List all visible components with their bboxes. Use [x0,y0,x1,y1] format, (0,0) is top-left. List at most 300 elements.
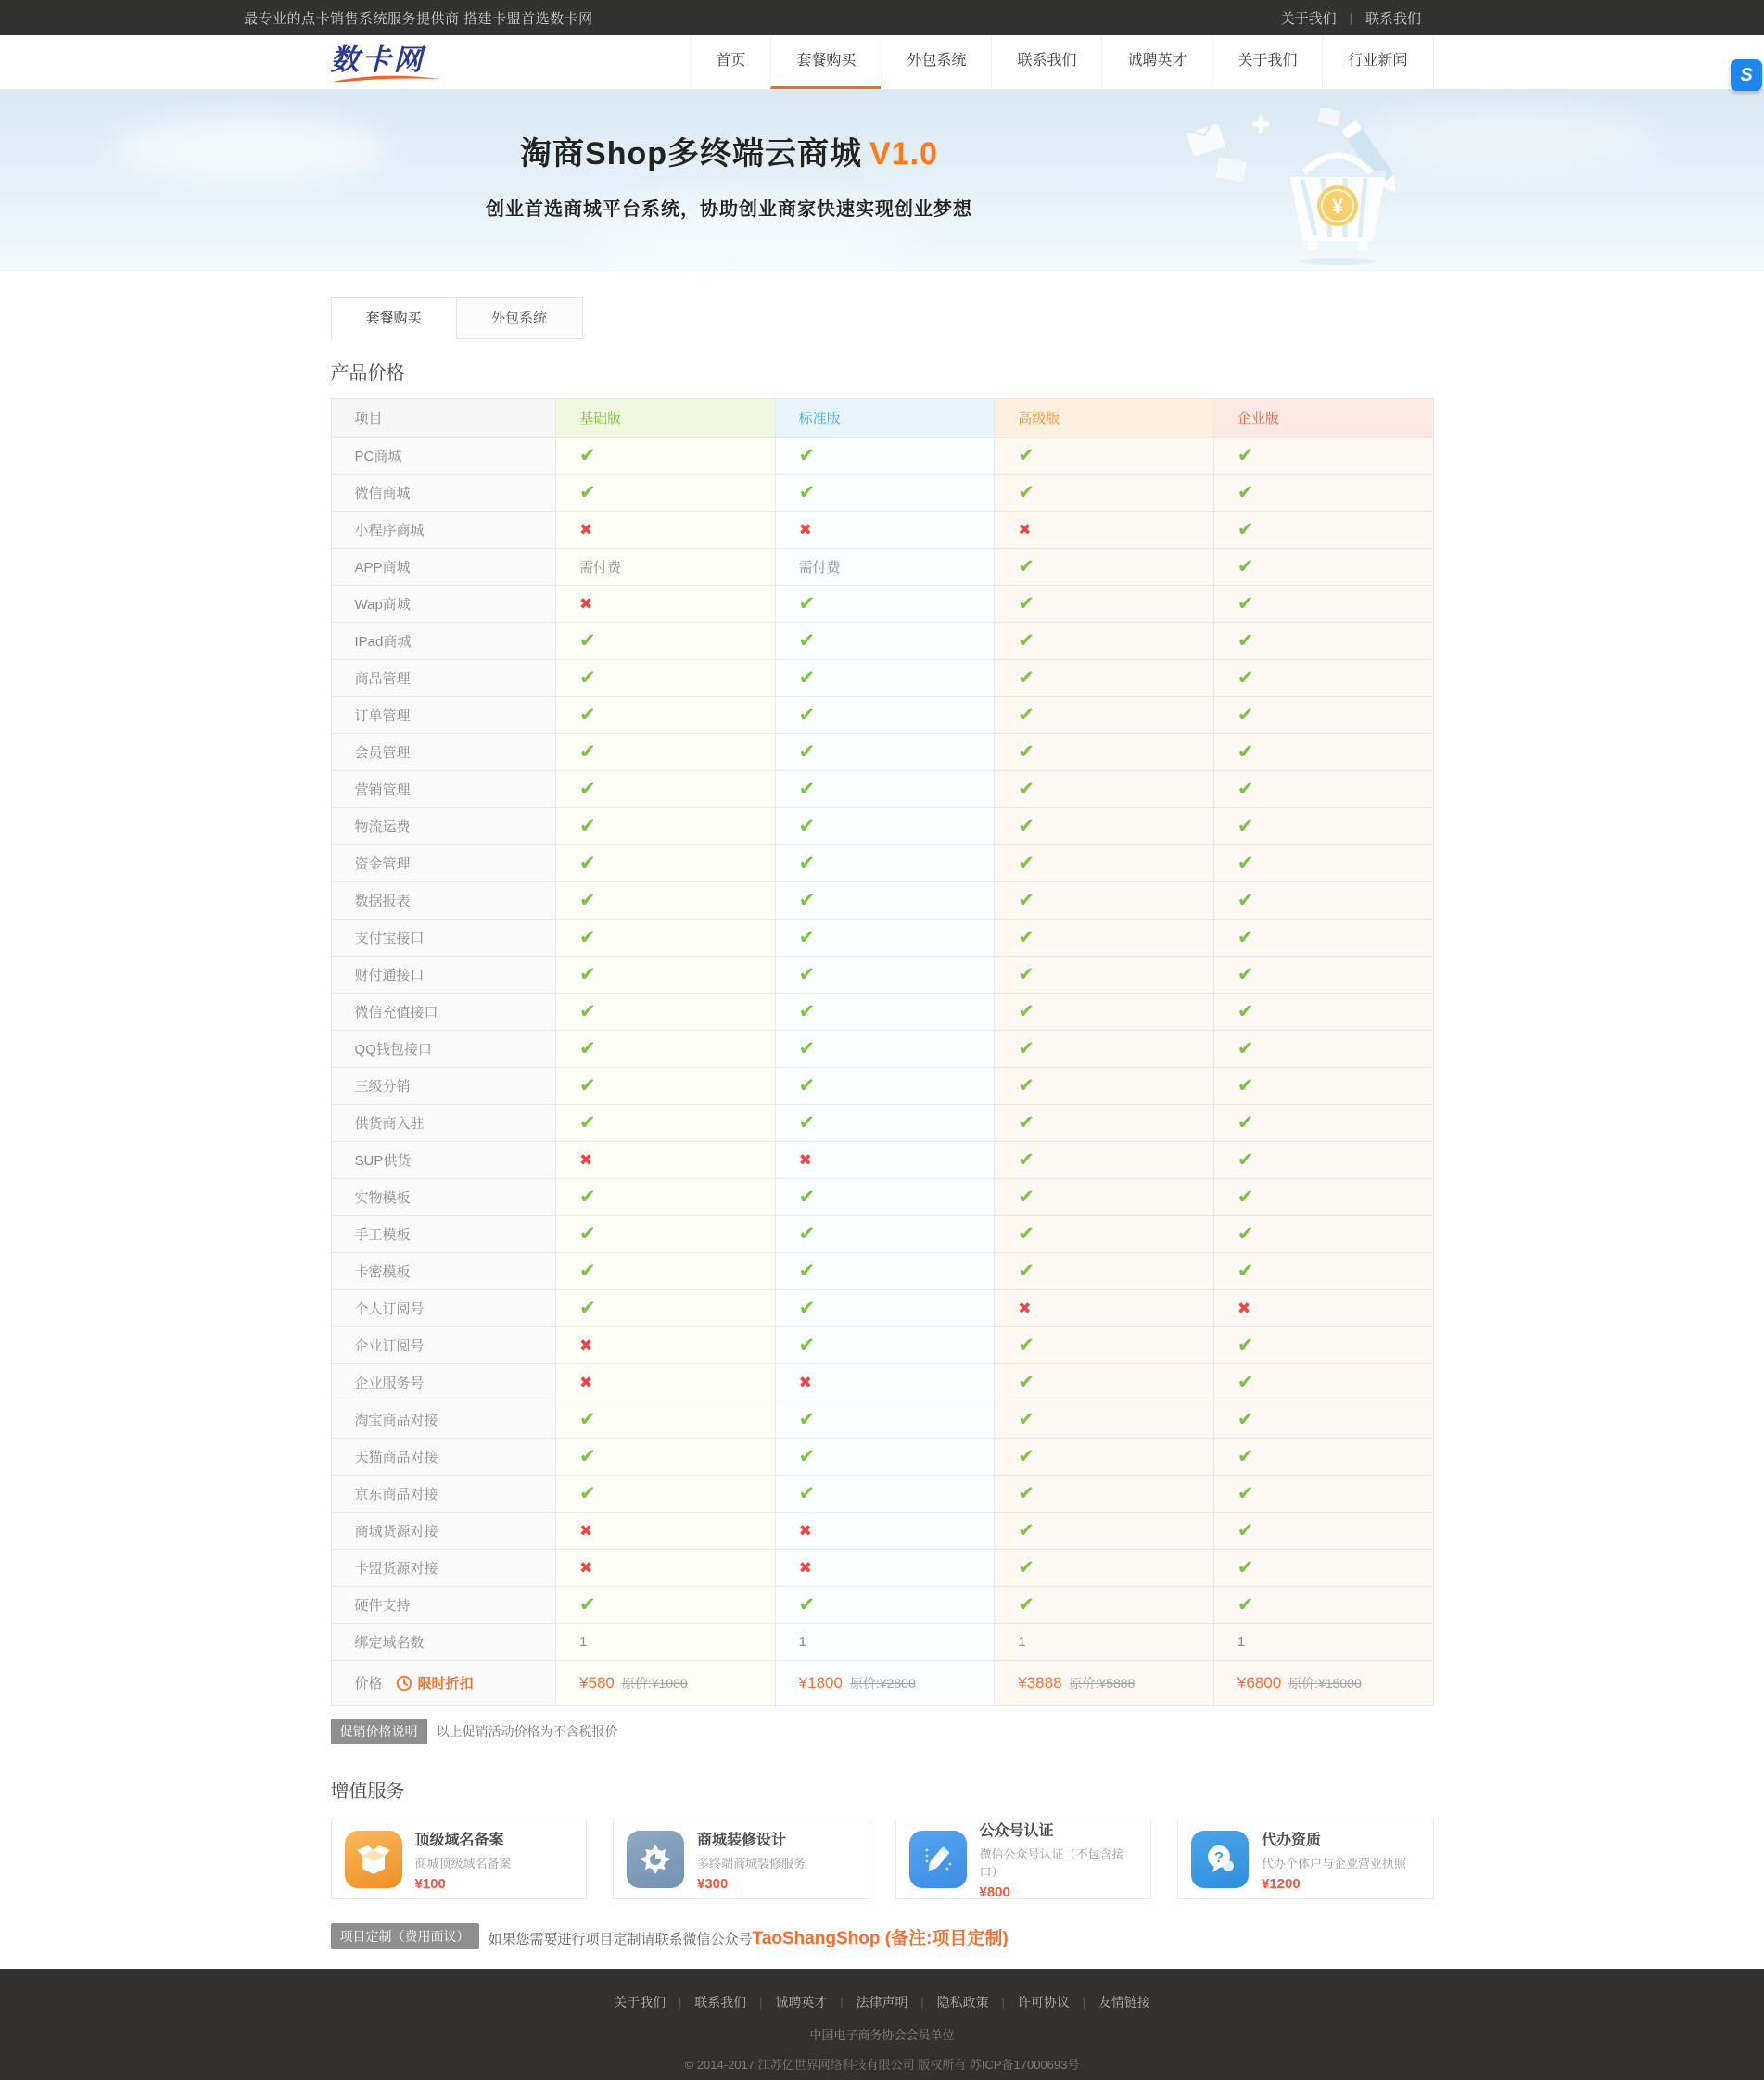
feature-cell [1213,1290,1433,1327]
row-label: APP商城 [331,549,556,586]
price-row [331,1661,1433,1706]
check-icon: ✔ [579,704,596,726]
service-card[interactable] [331,1820,588,1899]
check-icon: ✔ [1018,1001,1034,1022]
table-row [331,1476,1433,1513]
row-label: 小程序商城 [331,512,556,549]
feature-cell [995,623,1214,660]
feature-cell [1213,512,1433,549]
clock-icon [396,1675,412,1692]
footer-link[interactable]: 关于我们 [614,1995,666,2010]
check-icon: ✔ [1237,1261,1254,1282]
check-icon: ✔ [1018,1186,1034,1208]
footer-link[interactable]: 联系我们 [694,1995,747,2010]
feature-cell [775,1550,995,1587]
feature-cell [775,1327,995,1364]
feature-cell [995,697,1214,734]
service-card-price: ¥1200 [1262,1875,1301,1892]
check-icon: ✔ [1018,927,1034,948]
feature-cell [775,882,995,920]
row-label: 个人订阅号 [331,1290,556,1327]
row-label: 企业订阅号 [331,1327,556,1364]
feature-cell [556,808,776,845]
feature-cell: 1 [556,1624,776,1661]
feature-cell [1213,1513,1433,1550]
check-icon: ✔ [798,964,816,985]
feature-cell [556,1031,776,1068]
feature-cell: 1 [775,1624,995,1661]
feature-cell [995,920,1214,957]
pricing-table [331,398,1434,1706]
check-icon: ✔ [1018,742,1034,763]
check-icon: ✔ [579,1075,596,1097]
check-icon: ✔ [798,1112,816,1134]
promo-note [331,1719,1434,1744]
main-content [331,297,1434,1949]
table-row [331,1624,1433,1661]
original-price: 原价:¥5888 [1069,1675,1136,1691]
separator: | [759,1996,763,2009]
feature-cell [1213,882,1433,920]
feature-cell [775,697,995,734]
pricing-section-title: 产品价格 [330,363,405,384]
feature-cell [995,1142,1214,1179]
cross-icon: ✖ [579,1558,593,1577]
feature-cell [775,957,995,994]
feature-cell [1213,1550,1433,1587]
feature-cell [556,1105,776,1142]
table-row [331,549,1433,586]
table-row [331,1216,1433,1253]
service-card-title: 商城装修设计 [697,1832,787,1848]
check-icon: ✔ [798,1298,816,1319]
price-cell [556,1661,776,1706]
price-cell [775,1661,995,1706]
check-icon: ✔ [579,927,596,948]
row-label: 天猫商品对接 [331,1439,556,1476]
column-header-item: 项目 [331,399,556,438]
feature-cell [556,957,776,994]
table-row [331,1327,1433,1364]
nav-item-jobs[interactable]: 诚聘英才 [1101,35,1212,89]
price-value: ¥3888 [1018,1673,1062,1692]
check-icon: ✔ [798,445,816,466]
feature-cell [995,660,1214,697]
feature-cell [995,1364,1214,1401]
footer-copyright: © 2014-2017 江苏亿世界网络科技有限公司 版权所有 苏ICP备17000693号 [684,2058,1080,2072]
check-icon: ✔ [798,1075,816,1097]
custom-note-highlight: TaoShangShop (备注:项目定制) [752,1928,1009,1948]
feature-cell [556,882,776,920]
feature-cell [995,957,1214,994]
feature-cell [775,438,995,475]
services-section-title: 增值服务 [330,1782,405,1802]
column-header-enterprise: 企业版 [1213,399,1433,438]
nav-item-news[interactable]: 行业新闻 [1322,35,1433,89]
feature-cell [995,1068,1214,1105]
chat-widget-icon[interactable]: S [1731,59,1762,91]
table-row [331,475,1433,512]
row-label: 卡盟货源对接 [331,1550,556,1587]
feature-cell [995,549,1214,586]
feature-cell [556,660,776,697]
feature-cell [556,1550,776,1587]
logo[interactable] [331,45,442,83]
check-icon: ✔ [1018,853,1034,874]
service-card[interactable] [613,1820,869,1899]
separator: | [1082,1996,1085,2009]
feature-cell [995,1513,1214,1550]
feature-cell [775,1105,995,1142]
feature-cell [775,660,995,697]
check-icon: ✔ [579,742,596,763]
check-icon: ✔ [1018,704,1034,726]
feature-cell [995,475,1214,512]
feature-cell [556,1068,776,1105]
feature-cell [556,1401,776,1439]
table-row [331,1105,1433,1142]
topbar-link[interactable]: 关于我们 [1280,10,1337,27]
feature-cell [1213,920,1433,957]
check-icon: ✔ [1237,927,1254,948]
feature-cell [995,438,1214,475]
check-icon: ✔ [1237,779,1254,800]
feature-cell [1213,808,1433,845]
check-icon: ✔ [1018,816,1034,837]
feature-cell [995,512,1214,549]
footer-link[interactable]: 许可协议 [1017,1995,1070,2010]
feature-cell [556,1364,776,1401]
hero-subtitle: 创业首选商城平台系统，协助创业商家快速实现创业梦想 [486,199,972,220]
flash-discount-badge: 限时折扣 [417,1676,474,1692]
check-icon: ✔ [1237,704,1254,726]
check-icon: ✔ [579,1409,596,1430]
nav-item-contact[interactable]: 联系我们 [991,35,1101,89]
feature-cell [775,1587,995,1624]
feature-cell [995,808,1214,845]
check-icon: ✔ [1018,1075,1034,1097]
check-icon: ✔ [1237,816,1254,837]
feature-cell [1213,1068,1433,1105]
feature-cell [1213,771,1433,808]
row-label: 手工模板 [331,1216,556,1253]
check-icon: ✔ [579,482,596,503]
feature-cell [1213,586,1433,623]
row-label: 微信商城 [331,475,556,512]
service-card[interactable] [895,1820,1152,1899]
feature-cell: 1 [995,1624,1214,1661]
feature-cell [1213,438,1433,475]
header [0,35,1764,89]
table-row [331,1550,1433,1587]
feature-cell [1213,957,1433,994]
feature-cell [995,1550,1214,1587]
box-icon [345,1831,402,1888]
price-value: ¥1800 [798,1673,843,1692]
service-card[interactable] [1177,1820,1434,1899]
check-icon: ✔ [798,1261,816,1282]
feature-cell [995,734,1214,771]
check-icon: ✔ [1018,1372,1034,1393]
table-row [331,957,1433,994]
column-header-basic: 基础版 [556,399,776,438]
check-icon: ✔ [1237,1335,1254,1356]
separator: | [1349,10,1352,25]
check-icon: ✔ [1237,667,1254,689]
feature-cell [556,920,776,957]
check-icon: ✔ [1018,779,1034,800]
check-icon: ✔ [1018,1446,1034,1467]
topbar-link[interactable]: 联系我们 [1364,10,1421,27]
check-icon: ✔ [1237,1186,1254,1208]
feature-cell [775,920,995,957]
feature-cell [995,771,1214,808]
feature-cell [556,1587,776,1624]
footer-link[interactable]: 隐私政策 [936,1995,989,2010]
feature-cell [995,1253,1214,1290]
row-label: 卡密模板 [331,1253,556,1290]
table-header-row [331,399,1433,438]
check-icon: ✔ [798,1001,816,1022]
check-icon: ✔ [579,1038,596,1059]
price-cell [1213,1661,1433,1706]
price-cell [995,1661,1214,1706]
hero-version: V1.0 [869,136,938,171]
original-price: 原价:¥2800 [849,1675,916,1691]
check-icon: ✔ [1237,1594,1254,1616]
gear-icon [627,1831,684,1888]
check-icon: ✔ [1018,1038,1034,1059]
hero-title: 淘商Shop多终端云商城 V1.0 [520,136,938,171]
feature-cell [775,475,995,512]
table-row [331,1031,1433,1068]
check-icon: ✔ [1237,1372,1254,1393]
check-icon: ✔ [1018,890,1034,911]
service-card-title: 顶级域名备案 [414,1832,504,1848]
topbar-slogan: 最专业的点卡销售系统服务提供商 搭建卡盟首选数卡网 [244,10,593,27]
footer-link[interactable]: 法律声明 [856,1995,908,2010]
feature-cell [1213,1476,1433,1513]
cross-icon: ✖ [798,1521,812,1540]
check-icon: ✔ [579,630,596,652]
table-row [331,1587,1433,1624]
check-icon: ✔ [1237,445,1254,466]
check-icon: ✔ [798,890,816,911]
feature-cell [1213,1105,1433,1142]
table-row [331,734,1433,771]
feature-cell [995,1031,1214,1068]
check-icon: ✔ [579,779,596,800]
row-label: 实物模板 [331,1179,556,1216]
check-icon: ✔ [1237,1557,1254,1579]
table-row [331,1401,1433,1439]
table-row [331,438,1433,475]
table-row [331,771,1433,808]
footer-link[interactable]: 诚聘英才 [775,1995,828,2010]
check-icon: ✔ [1237,1409,1254,1430]
service-card-desc: 多终端商城装修服务 [697,1856,806,1871]
feature-cell [556,771,776,808]
feature-cell [995,1179,1214,1216]
feature-cell [556,1439,776,1476]
check-icon: ✔ [1237,890,1254,911]
feature-cell [995,994,1214,1031]
check-icon: ✔ [798,1186,816,1208]
check-icon: ✔ [1237,1224,1254,1245]
svg-text:?: ? [1214,1850,1224,1866]
check-icon: ✔ [579,1186,596,1208]
table-row [331,1290,1433,1327]
check-icon: ✔ [1018,1224,1034,1245]
check-icon: ✔ [798,1224,816,1245]
check-icon: ✔ [1018,1520,1034,1541]
row-label: 供货商入驻 [331,1105,556,1142]
service-card-price: ¥300 [697,1875,729,1892]
check-icon: ✔ [579,1001,596,1022]
table-row [331,1253,1433,1290]
feature-cell: 需付费 [775,549,995,586]
feature-cell [1213,1031,1433,1068]
check-icon: ✔ [1018,1594,1034,1616]
feature-cell [775,1439,995,1476]
check-icon: ✔ [579,1594,596,1616]
check-icon: ✔ [1018,1149,1034,1171]
feature-cell [556,586,776,623]
nav-item-outsourcing[interactable]: 外包系统 [881,35,991,89]
check-icon: ✔ [798,593,816,615]
cross-icon: ✖ [579,594,593,613]
check-icon: ✔ [1018,1112,1034,1134]
feature-cell [1213,994,1433,1031]
feature-cell [995,845,1214,882]
check-icon: ✔ [579,890,596,911]
price-row-label-cell [331,1661,556,1706]
feature-cell [995,1216,1214,1253]
row-label: 支付宝接口 [331,920,556,957]
check-icon: ✔ [1237,1446,1254,1467]
check-icon: ✔ [1237,630,1254,652]
table-row [331,1179,1433,1216]
feature-cell [775,1216,995,1253]
check-icon: ✔ [1018,1335,1034,1356]
column-header-standard: 标准版 [775,399,995,438]
feature-cell [1213,1587,1433,1624]
check-icon: ✔ [798,482,816,503]
nav-item-packages[interactable]: 套餐购买 [770,35,881,89]
feature-cell [775,1401,995,1439]
check-icon: ✔ [1237,853,1254,874]
feature-cell [556,1513,776,1550]
row-label: 硬件支持 [331,1587,556,1624]
footer-membership: 中国电子商务协会会员单位 [809,2028,955,2042]
check-icon: ✔ [579,445,596,466]
check-icon: ✔ [1237,1149,1254,1171]
row-label: Wap商城 [331,586,556,623]
footer-link[interactable]: 友情链接 [1098,1995,1150,2010]
feature-cell [1213,660,1433,697]
check-icon: ✔ [1018,1557,1034,1579]
feature-cell [775,623,995,660]
nav-item-home[interactable]: 首页 [690,35,770,89]
feature-cell [556,1179,776,1216]
tab-packages[interactable]: 套餐购买 [331,297,457,339]
feature-cell [775,1513,995,1550]
feature-cell [1213,1253,1433,1290]
cross-icon: ✖ [579,1336,593,1354]
check-icon: ✔ [1018,1483,1034,1504]
feature-cell [775,1031,995,1068]
feature-cell [556,994,776,1031]
feature-cell [1213,1401,1433,1439]
custom-note-text: 如果您需要进行项目定制请联系微信公众号TaoShangShop (备注:项目定制) [488,1928,1009,1948]
row-label: 会员管理 [331,734,556,771]
check-icon: ✔ [1237,1483,1254,1504]
check-icon: ✔ [798,1446,816,1467]
cross-icon: ✖ [798,1558,812,1577]
check-icon: ✔ [579,816,596,837]
check-icon: ✔ [1237,519,1254,540]
topbar-links [1281,8,1421,28]
nav-item-about[interactable]: 关于我们 [1212,35,1322,89]
feature-cell [556,697,776,734]
svg-text:¥: ¥ [1331,195,1344,218]
check-icon: ✔ [1018,964,1034,985]
check-icon: ✔ [798,742,816,763]
check-icon: ✔ [579,1446,596,1467]
check-icon: ✔ [1018,445,1034,466]
custom-note-badge: 项目定制（费用面议） [331,1923,479,1949]
table-row [331,1364,1433,1401]
feature-cell [775,1179,995,1216]
table-row [331,882,1433,920]
feature-cell [775,586,995,623]
table-row [331,1068,1433,1105]
check-icon: ✔ [579,1483,596,1504]
tab-outsourcing[interactable]: 外包系统 [457,297,583,339]
check-icon: ✔ [1237,1520,1254,1541]
content-tabs [331,297,1434,339]
check-icon: ✔ [798,667,816,689]
original-price: 原价:¥1080 [621,1675,688,1691]
service-card-desc: 商城顶级域名备案 [414,1856,512,1871]
promo-note-text: 以上促销活动价格为不含税报价 [436,1724,618,1739]
promo-note-badge: 促销价格说明 [331,1719,427,1744]
check-icon: ✔ [579,1298,596,1319]
feature-cell [1213,697,1433,734]
feature-cell [775,1068,995,1105]
check-icon: ✔ [1237,1038,1254,1059]
feature-cell: 1 [1213,1624,1433,1661]
check-icon: ✔ [798,630,816,652]
feature-cell [1213,1216,1433,1253]
check-icon: ✔ [798,927,816,948]
feature-cell [995,882,1214,920]
feature-cell [775,1364,995,1401]
separator: | [679,1996,682,2009]
feature-cell [995,586,1214,623]
feature-cell [775,1142,995,1179]
question-icon [1191,1831,1249,1888]
feature-cell [556,512,776,549]
check-icon: ✔ [579,1261,596,1282]
table-row [331,512,1433,549]
check-icon: ✔ [1018,630,1034,652]
row-label: 财付通接口 [331,957,556,994]
table-row [331,1439,1433,1476]
service-card-price: ¥100 [414,1875,446,1892]
check-icon: ✔ [1018,482,1034,503]
separator: | [1001,1996,1005,2009]
